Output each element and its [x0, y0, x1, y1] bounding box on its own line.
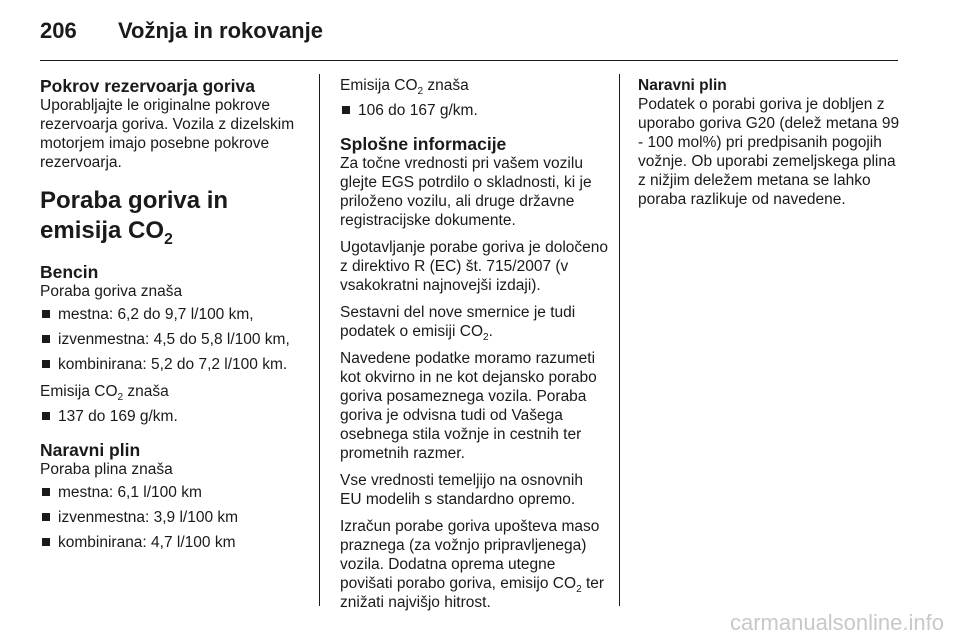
general-info-paragraph-1: Za točne vrednosti pri vašem vozilu glejte EGS potrdilo o skladnosti, ki je priloženo vozilu, ali druge državne registracijske dokumente. — [340, 155, 592, 229]
list-item — [40, 355, 308, 374]
column-3 — [638, 76, 906, 217]
petrol-emission-list — [40, 407, 308, 426]
paragraph-6-sub: 2 — [576, 584, 582, 596]
gas-emission-list — [340, 101, 608, 120]
gas-emission-sub: 2 — [417, 86, 424, 98]
list-item — [40, 508, 308, 527]
column-divider-1 — [319, 74, 320, 606]
paragraph-3-text: Sestavni del nove smernice je tudi podatek o emisiji CO — [340, 304, 576, 340]
list-item — [40, 533, 308, 552]
general-info-paragraph-3 — [340, 303, 608, 344]
petrol-intro: Poraba goriva znaša — [40, 283, 183, 300]
natural-gas-note-heading: Naravni plin — [638, 77, 727, 94]
consumption-heading — [40, 186, 308, 246]
chapter-title: Vožnja in rokovanje — [118, 18, 323, 43]
list-item — [40, 330, 308, 349]
general-info-paragraph-2: Ugotavljanje porabe goriva je določeno z direktivo R (EC) št. 715/2007 (v vsakokratni najnovejši izdaji). — [340, 239, 608, 294]
general-info-heading: Splošne informacije — [340, 134, 507, 154]
list-item-text: mestna: 6,1 l/100 km — [58, 484, 202, 501]
bullet-square-icon — [42, 488, 50, 496]
fuel-cap-heading: Pokrov rezervoarja goriva — [40, 76, 255, 96]
list-item-text: izvenmestna: 4,5 do 5,8 l/100 km, — [58, 331, 290, 348]
gas-emission-suffix: znaša — [423, 77, 469, 94]
list-item — [40, 407, 308, 426]
column-2 — [340, 76, 608, 612]
list-item-text: mestna: 6,2 do 9,7 l/100 km, — [58, 306, 254, 323]
column-1 — [40, 76, 308, 560]
bullet-square-icon — [42, 412, 50, 420]
petrol-emission-label: Emisija CO — [40, 383, 118, 400]
paragraph-3-sub: 2 — [483, 332, 489, 344]
paragraph-6-text: Izračun porabe goriva upošteva maso praznega (za vožnjo pripravljenega) vozila. Dodatna oprema utegne povišati porabo goriva, emisijo CO — [340, 518, 600, 592]
fuel-cap-text: Uporabljajte le originalne pokrove rezervoarja goriva. Vozila z dizelskim motorjem imajo posebne pokrove rezervoarja. — [40, 97, 295, 171]
consumption-heading-line1: Poraba goriva in — [40, 187, 229, 214]
gas-emission-label: Emisija CO — [340, 77, 418, 94]
general-info-paragraph-4: Navedene podatke moramo razumeti kot okvirno in ne kot dejansko porabo goriva posameznega vozila. Poraba goriva je odvisna tudi od Vašega osebnega stila vožnje in cestnih ter prometnih razmer. — [340, 350, 597, 462]
column-divider-2 — [619, 74, 620, 606]
bullet-square-icon — [42, 335, 50, 343]
paragraph-6-end: ter znižati najvišjo hitrost. — [340, 575, 605, 611]
page-number: 206 — [40, 18, 77, 43]
natural-gas-intro: Poraba plina znaša — [40, 461, 173, 478]
list-item-text: 137 do 169 g/km. — [58, 408, 178, 425]
petrol-emission-suffix: znaša — [123, 383, 169, 400]
list-item-text: kombinirana: 4,7 l/100 km — [58, 534, 236, 551]
list-item-text: kombinirana: 5,2 do 7,2 l/100 km. — [58, 356, 288, 373]
page-header — [40, 12, 920, 56]
consumption-heading-line2: emisija CO — [40, 217, 165, 244]
bullet-square-icon — [342, 106, 350, 114]
list-item — [340, 101, 608, 120]
list-item-text: 106 do 167 g/km. — [358, 102, 478, 119]
general-info-paragraph-5: Vse vrednosti temeljijo na osnovnih EU modelih s standardno opremo. — [340, 472, 583, 508]
bullet-square-icon — [42, 360, 50, 368]
petrol-heading: Bencin — [40, 262, 99, 282]
list-item-text: izvenmestna: 3,9 l/100 km — [58, 509, 239, 526]
natural-gas-heading: Naravni plin — [40, 440, 141, 460]
paragraph-3-end: . — [488, 323, 493, 340]
gas-emission-line — [340, 76, 608, 98]
list-item — [40, 305, 308, 324]
petrol-emission-line — [40, 382, 308, 404]
natural-gas-list — [40, 483, 308, 552]
general-info-paragraph-6 — [340, 517, 608, 612]
header-rule — [40, 60, 898, 61]
petrol-emission-sub: 2 — [117, 392, 124, 404]
consumption-heading-sub: 2 — [164, 230, 173, 248]
petrol-list — [40, 305, 308, 374]
list-item — [40, 483, 308, 502]
watermark: carmanualsonline.info — [729, 610, 944, 635]
bullet-square-icon — [42, 310, 50, 318]
natural-gas-note-text: Podatek o porabi goriva je dobljen z uporabo goriva G20 (delež metana 99 - 100 mol%) pri predpisanih pogojih vožnje. Ob uporabi zemeljskega plina z nižjim deležem metana se lahko poraba razlikuje od navedene. — [638, 96, 900, 208]
bullet-square-icon — [42, 513, 50, 521]
bullet-square-icon — [42, 538, 50, 546]
